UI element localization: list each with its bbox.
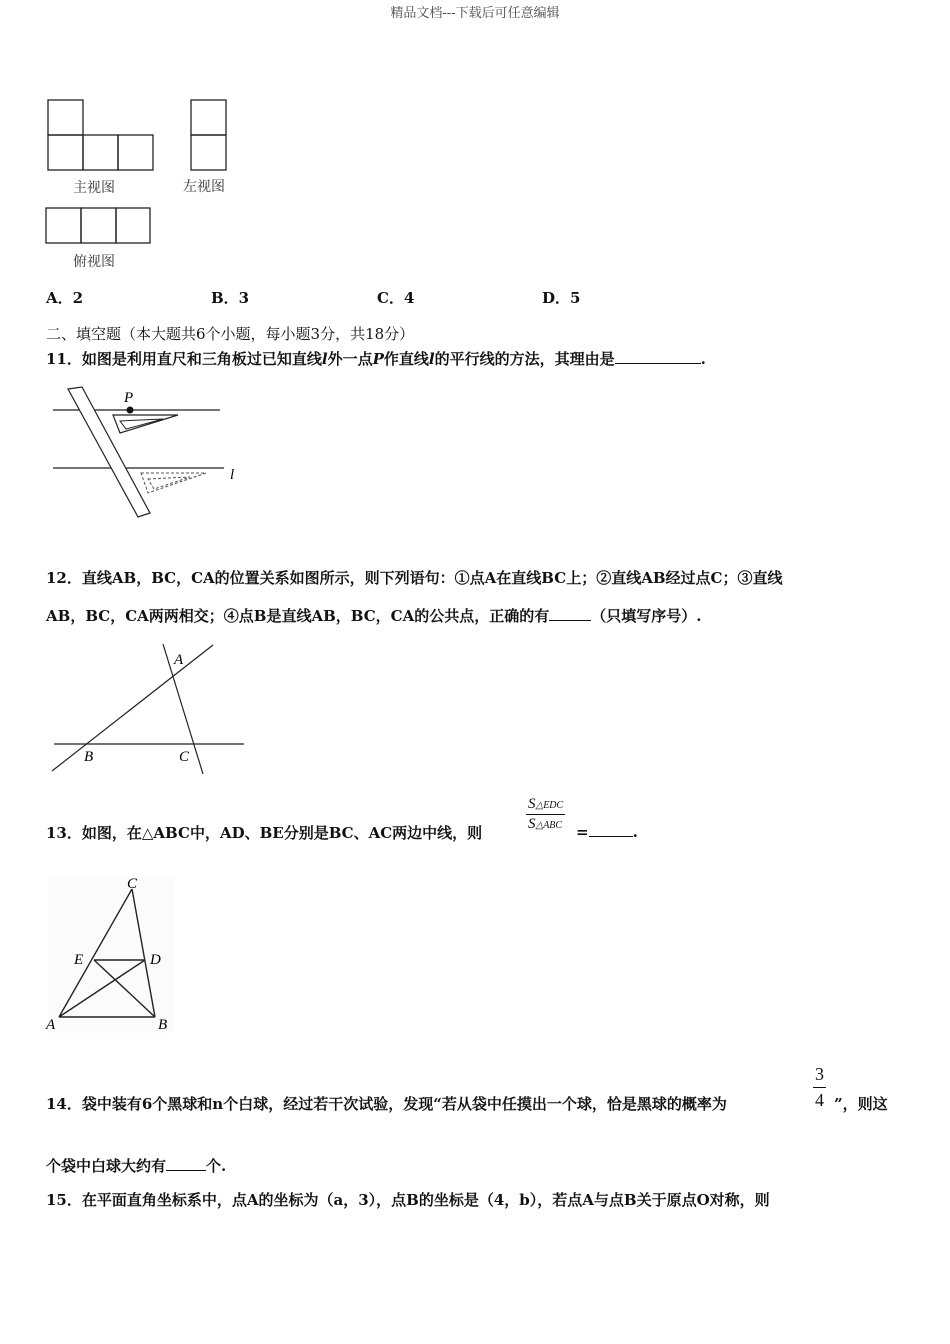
q11-mid2: 作直线 — [383, 350, 429, 368]
q14-fraction — [813, 1064, 826, 1111]
q14-numerator: 3 — [813, 1064, 826, 1088]
q11-var-p: P — [372, 350, 384, 368]
label-c: C — [127, 876, 138, 892]
q14-answer-blank — [166, 1156, 206, 1171]
q12-line2a: AB，BC，CA两两相交；④点B是直线AB，BC，CA的公共点，正确的有 — [46, 607, 550, 625]
label-b: B — [84, 749, 94, 765]
question-14-line1-prefix: 14．袋中装有6个黑球和n个白球，经过若干次试验，发现“若从袋中任摸出一个球，恰是黑球的概率为 — [46, 1095, 727, 1113]
q12-answer-blank — [549, 606, 591, 621]
q13-end: . — [632, 823, 638, 841]
left-view-drawing — [191, 100, 226, 170]
front-view-label: 主视图 — [73, 180, 115, 196]
q13-fraction — [526, 796, 565, 833]
label-p: P — [124, 390, 134, 406]
question-11-text — [46, 348, 706, 369]
question-14-line2 — [46, 1155, 226, 1176]
front-view-drawing — [48, 100, 153, 170]
q14-line2a: 个袋中白球大约有 — [46, 1157, 167, 1175]
triangle-inner — [120, 419, 163, 429]
q11-mid1: 外一点 — [327, 350, 373, 368]
q11-ruler-figure — [48, 385, 248, 525]
q13-prefix: 13．如图，在△ABC中，AD、BE分别是BC、AC两边中线，则 — [46, 824, 483, 842]
top-view-label: 俯视图 — [73, 254, 115, 270]
question-15-text: 15．在平面直角坐标系中，点A的坐标为（a，3），点B的坐标是（4，b），若点A与点B关于原点O对称，则 — [46, 1191, 770, 1209]
option-a: A．2 — [46, 289, 84, 307]
top-view-drawing — [46, 208, 150, 243]
label-c: C — [179, 749, 190, 765]
q11-suffix: 的平行线的方法，其理由是 — [434, 350, 615, 368]
left-view-label: 左视图 — [183, 179, 225, 195]
q13-numerator: S△EDC — [526, 796, 565, 815]
label-a: A — [174, 652, 184, 668]
question-13-text — [46, 822, 482, 843]
question-12-line1: 12．直线AB，BC，CA的位置关系如图所示，则下列语句：①点A在直线BC上；②直线AB经过点C；③直线 — [46, 569, 783, 587]
q13-denominator: S△ABC — [528, 816, 563, 832]
option-d: D．5 — [542, 289, 581, 307]
point-p — [127, 407, 134, 414]
label-b: B — [158, 1017, 168, 1033]
triangle-inner-dashed — [148, 477, 190, 489]
q11-var-l: l — [321, 350, 328, 368]
q13-tail — [576, 822, 638, 841]
page-header: 精品文档---下载后可任意编辑 — [390, 6, 560, 21]
label-l: l — [230, 467, 235, 483]
q11-end: . — [700, 350, 706, 368]
option-b: B．3 — [211, 289, 250, 307]
label-e: E — [74, 952, 84, 968]
q13-answer-blank — [589, 822, 633, 837]
ruler — [68, 387, 150, 517]
q14-denominator: 4 — [815, 1090, 824, 1110]
q12-line2b: （只填写序号）. — [591, 607, 702, 625]
q12-lines-figure — [46, 640, 251, 780]
q11-answer-blank — [615, 349, 701, 364]
q11-var-l2: l — [428, 350, 435, 368]
section-title: 二、填空题（本大题共6个小题，每小题3分，共18分） — [46, 325, 415, 343]
q13-eq: = — [576, 823, 589, 841]
q14-line2b: 个. — [206, 1157, 227, 1175]
question-14-line1-suffix: ”，则这 — [834, 1095, 888, 1113]
label-d: D — [150, 952, 161, 968]
q11-prefix: 11．如图是利用直尺和三角板过已知直线 — [46, 350, 322, 368]
option-c: C．4 — [377, 289, 415, 307]
label-a: A — [46, 1017, 56, 1033]
question-12-line2 — [46, 605, 702, 626]
q13-triangle-figure — [42, 872, 182, 1037]
